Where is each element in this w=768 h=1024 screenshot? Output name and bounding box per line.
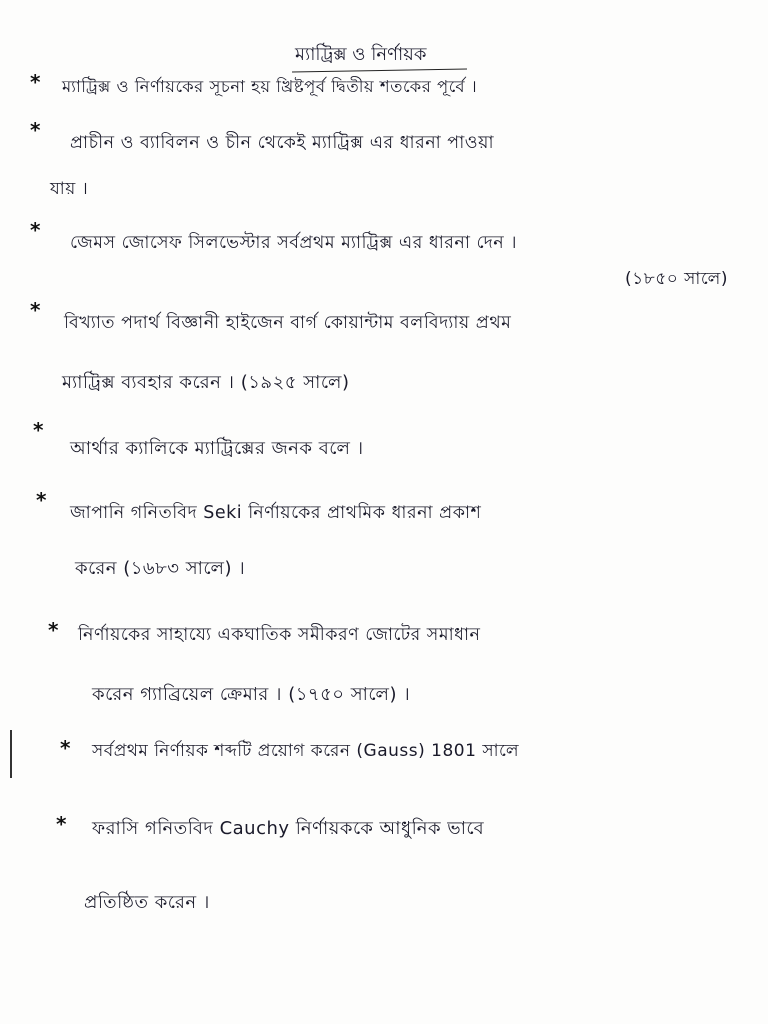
note-line-2-2: যায় । [50,179,89,199]
note-line-1-1: ম্যাট্রিক্স ও নির্ণায়কের সূচনা হয় খ্রিষ্টপূর্ব দ্বিতীয় শতকের পূর্বে । [62,77,478,96]
bullet-6: * [36,488,47,512]
bullet-2: * [30,118,41,142]
bullet-8: * [60,736,71,760]
bullet-7: * [48,618,59,642]
note-line-4-1: বিখ্যাত পদার্থ বিজ্ঞানী হাইজেন বার্গ কোয়ান্টাম বলবিদ্যায় প্রথম [64,313,512,333]
bullet-1: * [30,70,41,94]
bullet-5: * [33,418,44,442]
note-line-9-1: ফরাসি গনিতবিদ Cauchy নির্ণায়ককে আধুনিক ভাবে [92,818,485,839]
note-line-3-2: (১৮৫০ সালে) [625,269,728,289]
margin-pen-mark [10,730,12,778]
bullet-9: * [56,812,67,836]
note-line-9-2: প্রতিষ্ঠিত করেন । [84,892,210,913]
note-line-8-1: সর্বপ্রথম নির্ণায়ক শব্দটি প্রয়োগ করেন (Gauss) 1801 সালে [92,741,519,761]
note-line-4-2: ম্যাট্রিক্স ব্যবহার করেন । (১৯২৫ সালে) [62,372,350,393]
note-line-7-2: করেন গ্যাব্রিয়েল ক্রেমার । (১৭৫০ সালে) । [92,684,411,705]
note-line-6-1: জাপানি গনিতবিদ Seki নির্ণায়কের প্রাথমিক ধারনা প্রকাশ [70,503,482,523]
note-line-6-2: করেন (১৬৮৩ সালে) । [75,558,246,579]
note-line-5-1: আর্থার ক্যালিকে ম্যাট্রিক্সের জনক বলে । [70,438,364,459]
note-line-7-1: নির্ণায়কের সাহায্যে একঘাতিক সমীকরণ জোটের সমাধান [78,625,481,645]
note-line-3-1: জেমস জোসেফ সিলভেস্টার সর্বপ্রথম ম্যাট্রিক্স এর ধারনা দেন । [70,233,518,253]
note-line-2-1: প্রাচীন ও ব্যাবিলন ও চীন থেকেই ম্যাট্রিক্স এর ধারনা পাওয়া [70,133,495,153]
page-title: ম্যাট্রিক্স ও নির্ণায়ক [295,44,427,65]
bullet-4: * [30,298,41,322]
bullet-3: * [30,218,41,242]
